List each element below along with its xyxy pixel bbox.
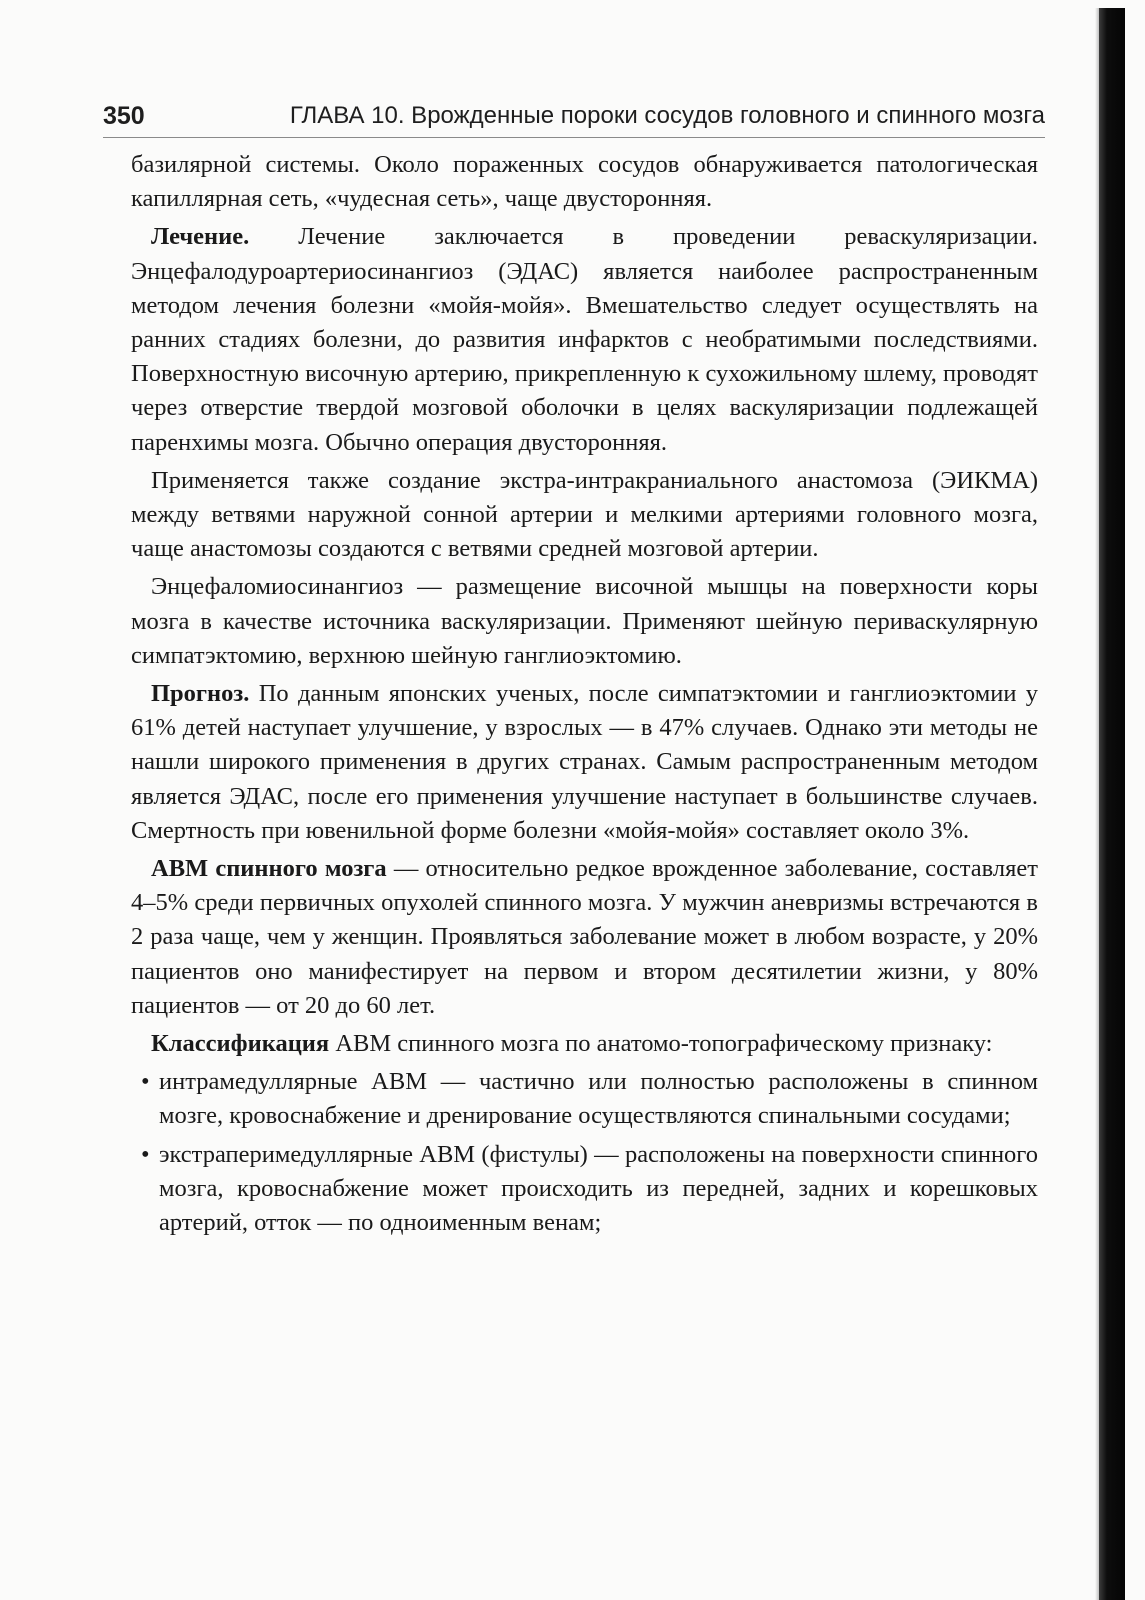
header-rule <box>103 137 1045 138</box>
term-prognosis: Прогноз. <box>151 680 250 708</box>
bullet-icon: • <box>141 1068 150 1096</box>
running-head <box>103 98 1045 134</box>
classification-list <box>131 1065 1038 1240</box>
paragraph-spinal-avm <box>131 852 1038 1023</box>
paragraph-prognosis <box>131 677 1038 848</box>
term-classification: Классификация <box>151 1030 330 1058</box>
term-treatment: Лечение. <box>151 223 250 251</box>
paragraph-classification-text: АВМ спинного мозга по анатомо-топографическому признаку: <box>329 1030 993 1058</box>
term-spinal-avm: АВМ спинного мозга <box>151 855 387 883</box>
list-item <box>131 1065 1038 1133</box>
list-item <box>131 1138 1038 1241</box>
page-number: 350 <box>103 102 145 130</box>
bullet-icon: • <box>141 1140 150 1168</box>
scan-binding-edge <box>1099 8 1125 1600</box>
chapter-title: ГЛАВА 10. Врожденные пороки сосудов головного и спинного мозга <box>289 102 1045 129</box>
paragraph-encephalomyosynangiosis: Энцефаломиосинангиоз — размещение височной мышцы на поверхности коры мозга в качестве источника васкуляризации. Применяют шейную периваскулярную симпатэктомию, верхнюю шейную ганглиоэктомию. <box>131 573 1038 669</box>
list-item-text: интрамедуллярные АВМ — частично или полностью расположены в спинном мозге, кровоснабжение и дренирование осуществляются спинальными сосудами; <box>159 1068 1038 1130</box>
list-item-text: экстраперимедуллярные АВМ (фистулы) — расположены на поверхности спинного мозга, кровоснабжение может происходить из передней, задних и корешковых артерий, отток — по одноименным венам; <box>159 1140 1038 1237</box>
body-text <box>131 148 1038 1244</box>
paragraph-treatment <box>131 220 1038 459</box>
paragraph-spinal-avm-text: — относительно редкое врожденное заболевание, составляет 4–5% среди первичных опухолей спинного мозга. У мужчин аневризмы встречаются в 2 раза чаще, чем у женщин. Проявляться заболевание может в любом возрасте, у 20% пациентов оно манифестирует на первом и втором десятилетии жизни, у 80% пациентов — от 20 до 60 лет. <box>131 855 1038 1019</box>
paragraph-treatment-text: Лечение заключается в проведении реваскуляризации. Энцефалодуроартериосинангиоз (ЭДАС) является наиболее распространенным методом лечения болезни «мойя-мойя». Вмешательство следует осуществлять на ранних стадиях болезни, до развития инфарктов с необратимыми последствиями. Поверхностную височную артерию, прикрепленную к сухожильному шлему, проводят через отверстие твердой мозговой оболочки в целях васкуляризации подлежащей паренхимы мозга. Обычно операция двусторонняя. <box>131 223 1038 456</box>
paragraph-continuation: базилярной системы. Около пораженных сосудов обнаруживается патологическая капиллярная сеть, «чудесная сеть», чаще двусторонняя. <box>131 151 1038 213</box>
paragraph-eicma: Применяется также создание экстра-интракраниального анастомоза (ЭИКМА) между ветвями наружной сонной артерии и мелкими артериями головного мозга, чаще анастомозы создаются с ветвями средней мозговой артерии. <box>131 466 1038 563</box>
paragraph-classification <box>131 1027 1038 1061</box>
paragraph-prognosis-text: По данным японских ученых, после симпатэктомии и ганглиоэктомии у 61% детей наступает улучшение, у взрослых — в 47% случаев. Однако эти методы не нашли широкого применения в других странах. Самым распространенным методом является ЭДАС, после его применения улучшение наступает в большинстве случаев. Смертность при ювенильной форме болезни «мойя-мойя» составляет около 3%. <box>131 680 1038 844</box>
